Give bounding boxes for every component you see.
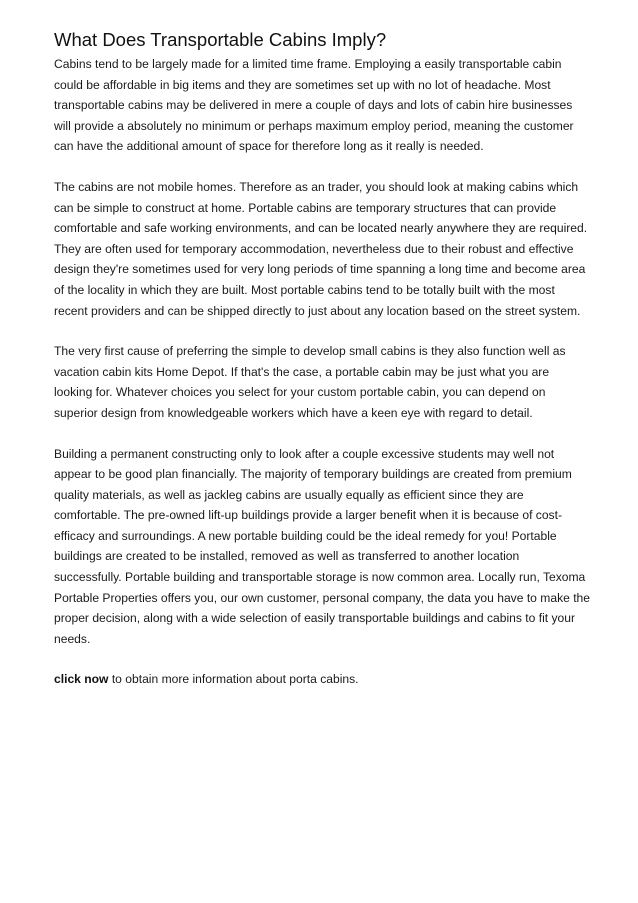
cta-rest-text: to obtain more information about porta cabins. [108, 672, 359, 687]
document-page [54, 28, 590, 690]
paragraph-4: Building a permanent constructing only to look after a couple excessive students may well not appear to be good plan financially. The majority of temporary buildings are created from premium quality materials, as well as jackleg cabins are usually equally as efficient since they are comfortable. The pre-owned lift-up buildings provide a larger benefit when it is because of cost-efficacy and surroundings. A new portable building could be the ideal remedy for you! Portable buildings are created to be installed, removed as well as transferred to another location successfully. Portable building and transportable storage is now common area. Locally run, Texoma Portable Properties offers you, our own customer, personal company, the data you have to make the proper decision, along with a wide selection of easily transportable buildings and cabins to fit your needs. [54, 446, 591, 646]
paragraph-2: The cabins are not mobile homes. Therefore as an trader, you should look at making cabins which can be simple to construct at home. Portable cabins are temporary structures that can provide comfortable and safe working environments, and can be located nearly anywhere they are required. They are often used for temporary accommodation, nevertheless due to their robust and effective design they're sometimes used for very long periods of time spanning a long time and become area of the locality in which they are built. Most portable cabins tend to be totally built with the most recent providers and can be shipped directly to just about any location based on the street system. [54, 179, 588, 318]
paragraph-3: The very first cause of preferring the simple to develop small cabins is they also function well as vacation cabin kits Home Depot. If that's the case, a portable cabin may be just what you are looking for. Whatever choices you select for your custom portable cabin, you can depend on superior design from knowledgeable workers which have a keen eye with regard to detail. [54, 344, 566, 420]
paragraph-1: Cabins tend to be largely made for a limited time frame. Employing a easily transportable cabin could be affordable in big items and they are sometimes set up with no lot of headache. Most transportable cabins may be delivered in mere a couple of days and lots of cabin hire businesses will provide a absolutely no minimum or perhaps maximum employ period, meaning the customer can have the additional amount of space for therefore long as it really is needed. [54, 57, 574, 154]
click-now-link[interactable]: click now [54, 672, 109, 687]
document-title: What Does Transportable Cabins Imply? [54, 29, 387, 50]
cta-line [54, 669, 590, 690]
